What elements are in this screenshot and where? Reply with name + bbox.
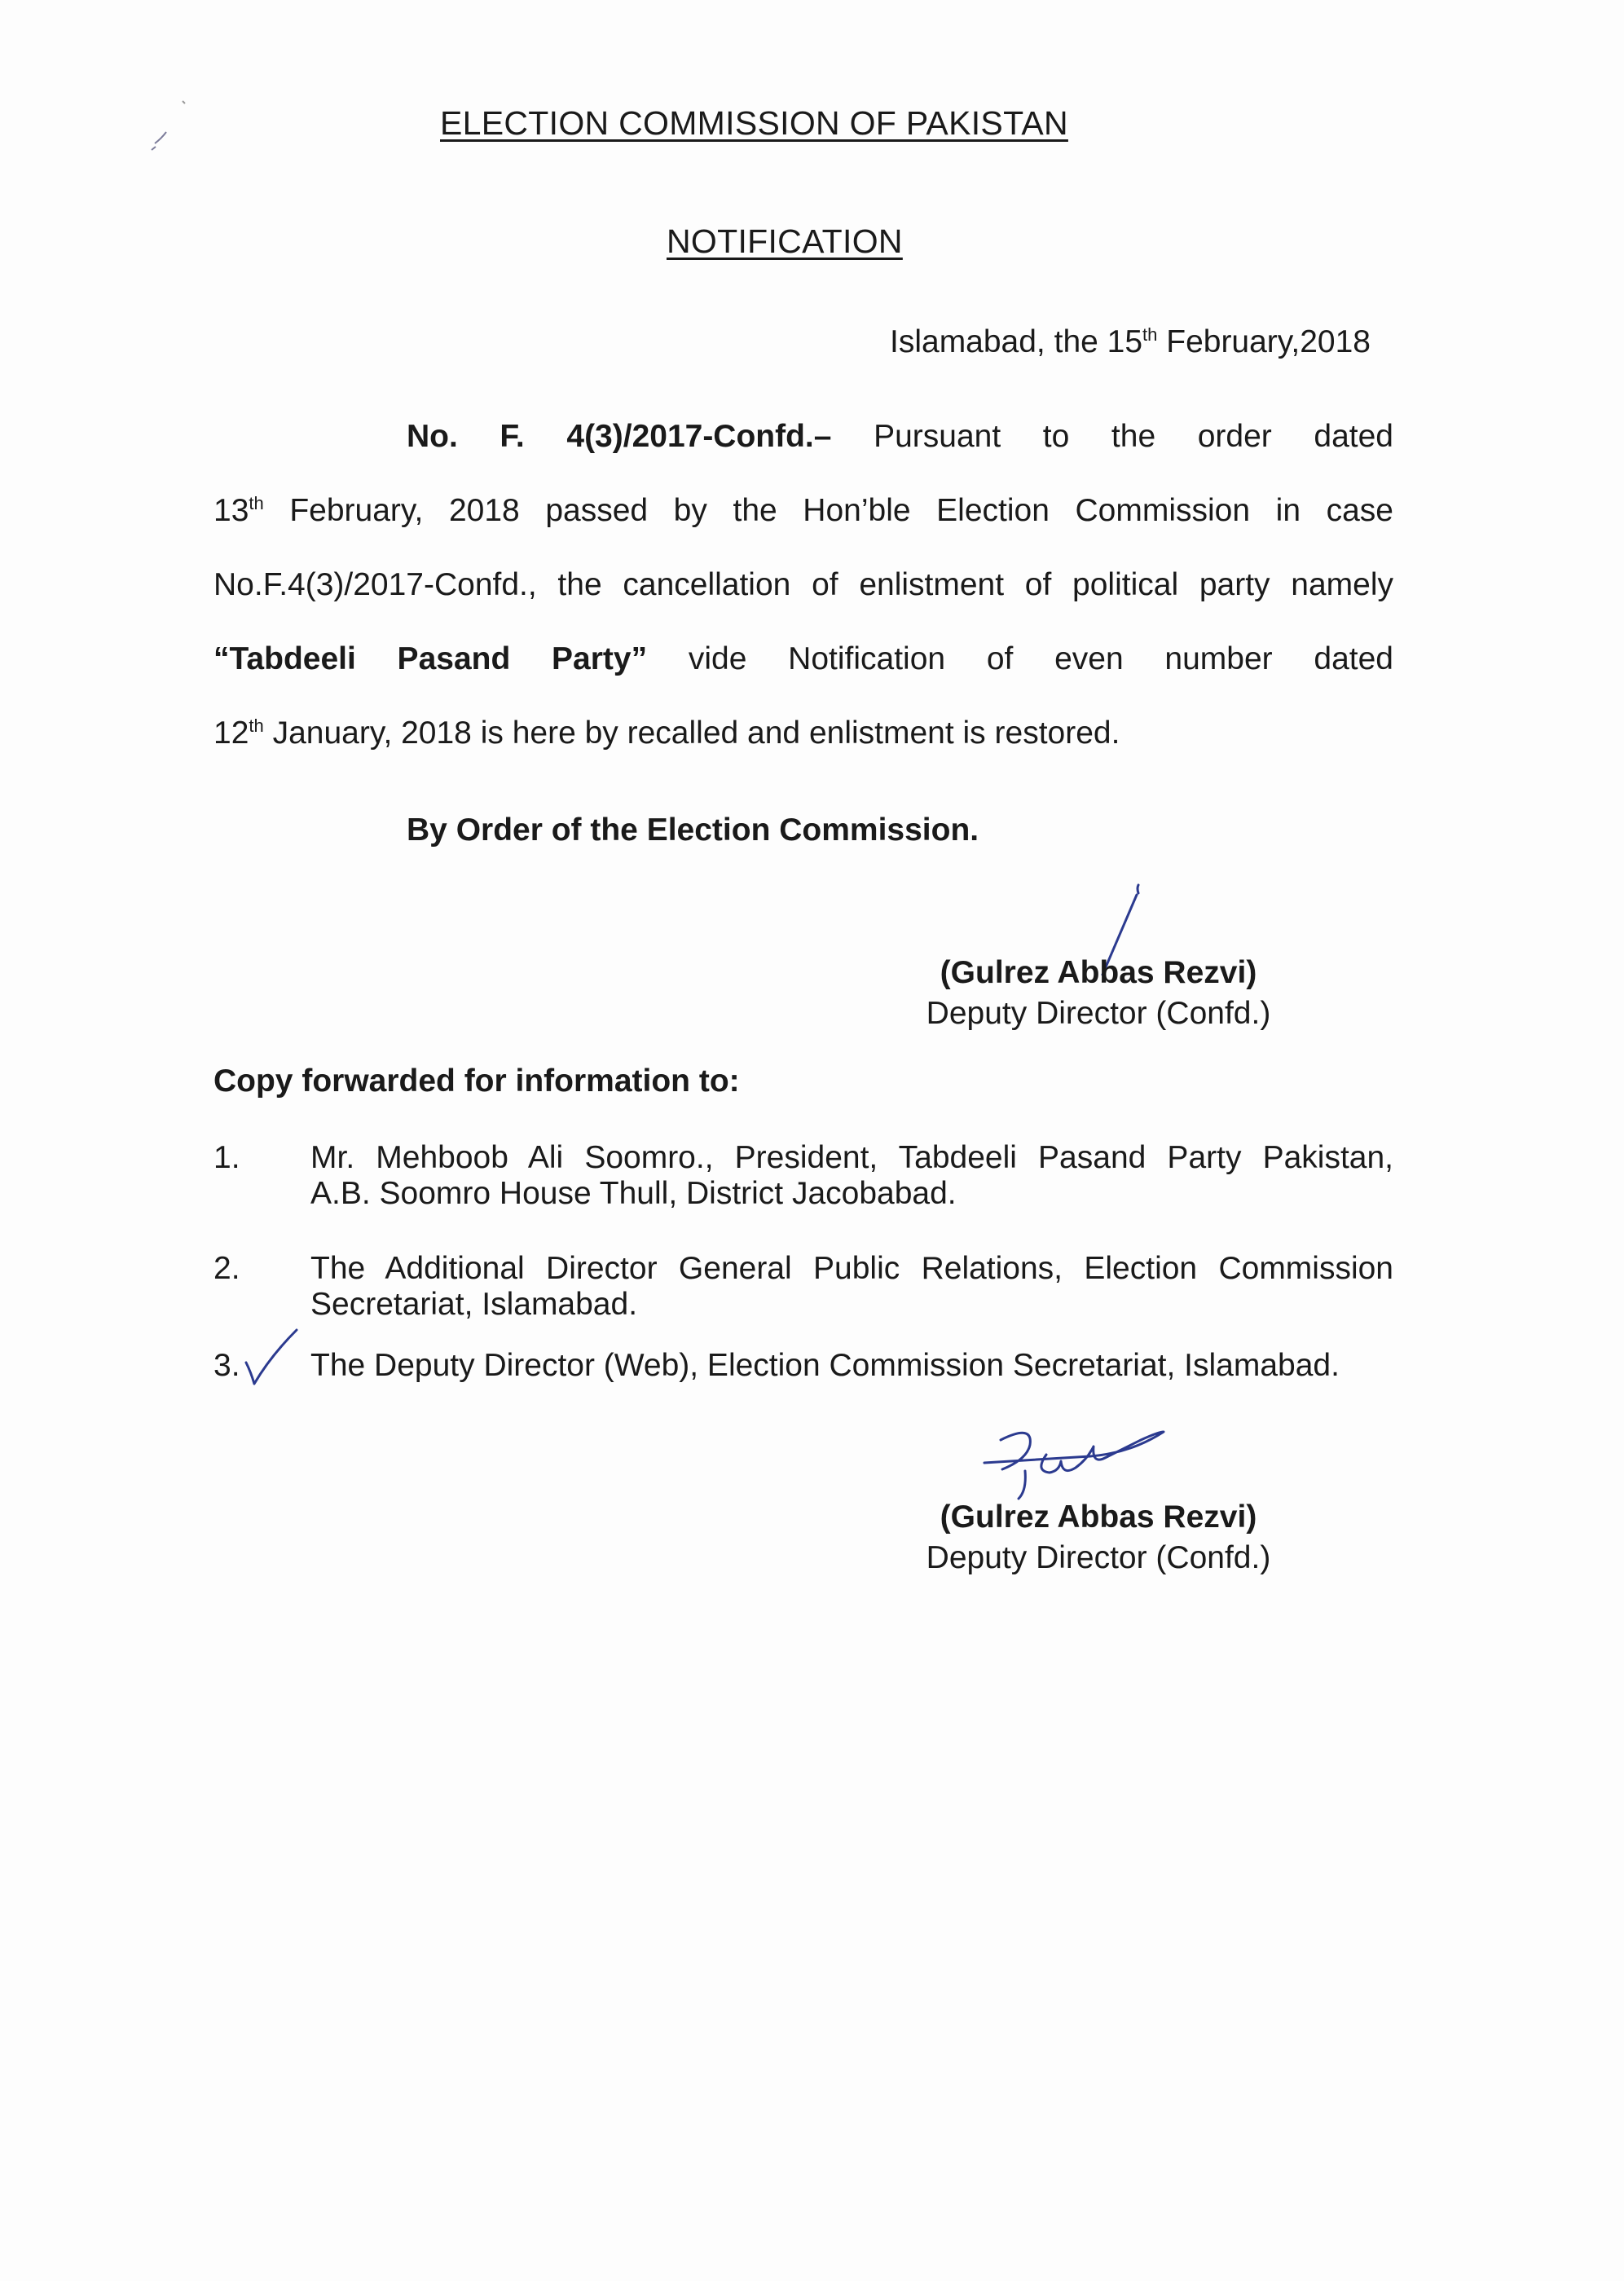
- body-line-1-text: Pursuant to the order dated: [874, 419, 1393, 454]
- signatory-name: (Gulrez Abbas Rezvi): [940, 1499, 1257, 1535]
- body-line-2: [213, 486, 1393, 560]
- date-line: [890, 324, 1371, 360]
- recipient-line-1: The Additional Director General Public Relations, Election Commission: [310, 1251, 1393, 1286]
- notification-title: NOTIFICATION: [667, 222, 903, 260]
- body-line-5-text: January, 2018 is here by recalled and enlistment is restored.: [263, 716, 1120, 751]
- signatory-name: (Gulrez Abbas Rezvi): [940, 955, 1257, 990]
- recipient-line-2: Secretariat, Islamabad.: [310, 1287, 638, 1322]
- recipient-line-1: Mr. Mehboob Ali Soomro., President, Tabdeeli Pasand Party Pakistan,: [310, 1140, 1393, 1175]
- body-line-3-text: No.F.4(3)/2017-Confd., the cancellation of enlistment of political party namely: [213, 567, 1393, 602]
- date-rest: February,2018: [1157, 324, 1371, 359]
- recipient-number: 3.: [213, 1348, 240, 1383]
- body-line-5: [213, 708, 1393, 782]
- body-line-4-text: vide Notification of even number dated: [688, 641, 1393, 676]
- order-line: By Order of the Election Commission.: [407, 812, 979, 848]
- recipient-line-2: A.B. Soomro House Thull, District Jacobabad.: [310, 1176, 957, 1211]
- body-line-4: [213, 634, 1393, 708]
- recipient-number: 2.: [213, 1251, 240, 1286]
- body-line-3: [213, 560, 1393, 634]
- signatory-designation: Deputy Director (Confd.): [926, 996, 1271, 1031]
- party-name: “Tabdeeli Pasand Party”: [213, 641, 648, 676]
- body-line-2-text: February, 2018 passed by the Hon’ble Election Commission in case: [263, 493, 1393, 528]
- recipient-line-1: The Deputy Director (Web), Election Commission Secretariat, Islamabad.: [310, 1348, 1340, 1383]
- organization-heading: ELECTION COMMISSION OF PAKISTAN: [440, 104, 1068, 142]
- body-line-5-sup: th: [249, 716, 264, 736]
- copy-forwarded-heading: Copy forwarded for information to:: [213, 1063, 740, 1099]
- signatory-block-1: [911, 953, 1286, 1034]
- checkmark-icon: [243, 1327, 301, 1392]
- body-line-1: [213, 412, 1393, 486]
- signatory-block-2: [911, 1497, 1286, 1579]
- reference-number: No. F. 4(3)/2017-Confd.–: [407, 419, 832, 454]
- body-line-5-day: 12: [213, 716, 249, 751]
- recipient-number: 1.: [213, 1140, 240, 1175]
- date-prefix: Islamabad, the 15: [890, 324, 1143, 359]
- body-line-2-day: 13: [213, 493, 249, 528]
- scan-speck-mark: [147, 96, 196, 161]
- body-line-2-sup: th: [249, 493, 264, 513]
- date-superscript: th: [1142, 324, 1158, 345]
- signatory-designation: Deputy Director (Confd.): [926, 1540, 1271, 1575]
- notification-body: [213, 412, 1393, 782]
